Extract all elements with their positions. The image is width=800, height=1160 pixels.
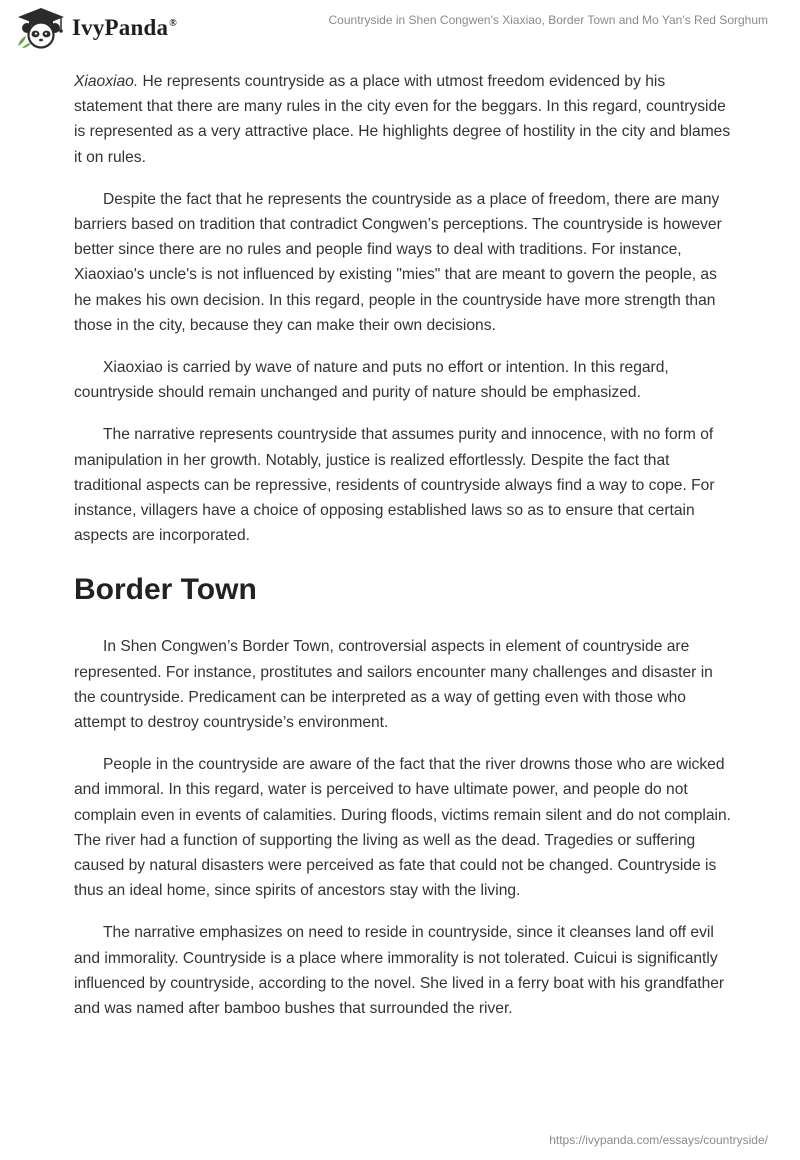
paragraph-2: Despite the fact that he represents the countryside as a place of freedom, there are many barriers based on tradition that contradict Congwen’s perceptions. The countryside is however better since there are no rules and people find ways to deal with traditions. For instance, Xiaoxiao's uncle's is not influenced by existing "mies" that are meant to govern the people, as he makes his own decision. In this regard, people in the countryside have more strength than those in the city, because they can make their own decisions. xyxy=(74,190,722,334)
paragraph-5: In Shen Congwen’s Border Town, controversial aspects in element of countryside are represented. For instance, prostitutes and sailors encounter many challenges and disaster in the countryside. Predicament can be interpreted as a way of getting even with those who attempt to destroy countryside’s environment. xyxy=(74,638,713,732)
ivypanda-logo[interactable] xyxy=(14,6,177,50)
registered-mark: ® xyxy=(169,18,177,30)
page-header xyxy=(0,0,800,60)
document-title: Countryside in Shen Congwen's Xiaxiao, Border Town and Mo Yan's Red Sorghum xyxy=(328,13,768,27)
paragraph-3: Xiaoxiao is carried by wave of nature and puts no effort or intention. In this regard, countryside should remain unchanged and purity of nature should be emphasized. xyxy=(74,359,669,402)
brand-name: IvyPanda® xyxy=(72,15,177,40)
paragraph-1-text: He represents countryside as a place with utmost freedom evidenced by his statement that there are many rules in the city even for the beggars. In this regard, countryside is represented as a very attractive place. He highlights degree of hostility in the city and blames it on rules. xyxy=(74,73,731,166)
panda-graduate-icon xyxy=(14,6,68,50)
source-url[interactable]: https://ivypanda.com/essays/countryside/ xyxy=(549,1133,768,1147)
paragraph-6: People in the countryside are aware of the fact that the river drowns those who are wicked and immoral. In this regard, water is perceived to have ultimate power, and people do not complain even in events of calamities. During floods, victims remain silent and do not complain. The river had a function of supporting the living as well as the dead. Tragedies or suffering caused by natural disasters were perceived as fate that could not be changed. Countryside is thus an ideal home, since spirits of ancestors stay with the living. xyxy=(74,756,731,900)
book-title-italic: Xiaoxiao. xyxy=(74,73,139,90)
paragraph-4: The narrative represents countryside that assumes purity and innocence, with no form of manipulation in her growth. Notably, justice is realized effortlessly. Despite the fact that traditional aspects can be repressive, residents of countryside always find a way to cope. For instance, villagers have a choice of opposing established laws so as to ensure that certain aspects are incorporated. xyxy=(74,426,715,545)
section-heading-border-town: Border Town xyxy=(74,573,257,607)
paragraph-1 xyxy=(74,69,732,170)
paragraph-7: The narrative emphasizes on need to reside in countryside, since it cleanses land off evil and immorality. Countryside is a place where immorality is not tolerated. Cuicui is significantly influenced by countryside, according to the novel. She lived in a ferry boat with his grandfather and was named after bamboo bushes that surrounded the river. xyxy=(74,924,725,1018)
essay-content xyxy=(74,69,732,1021)
